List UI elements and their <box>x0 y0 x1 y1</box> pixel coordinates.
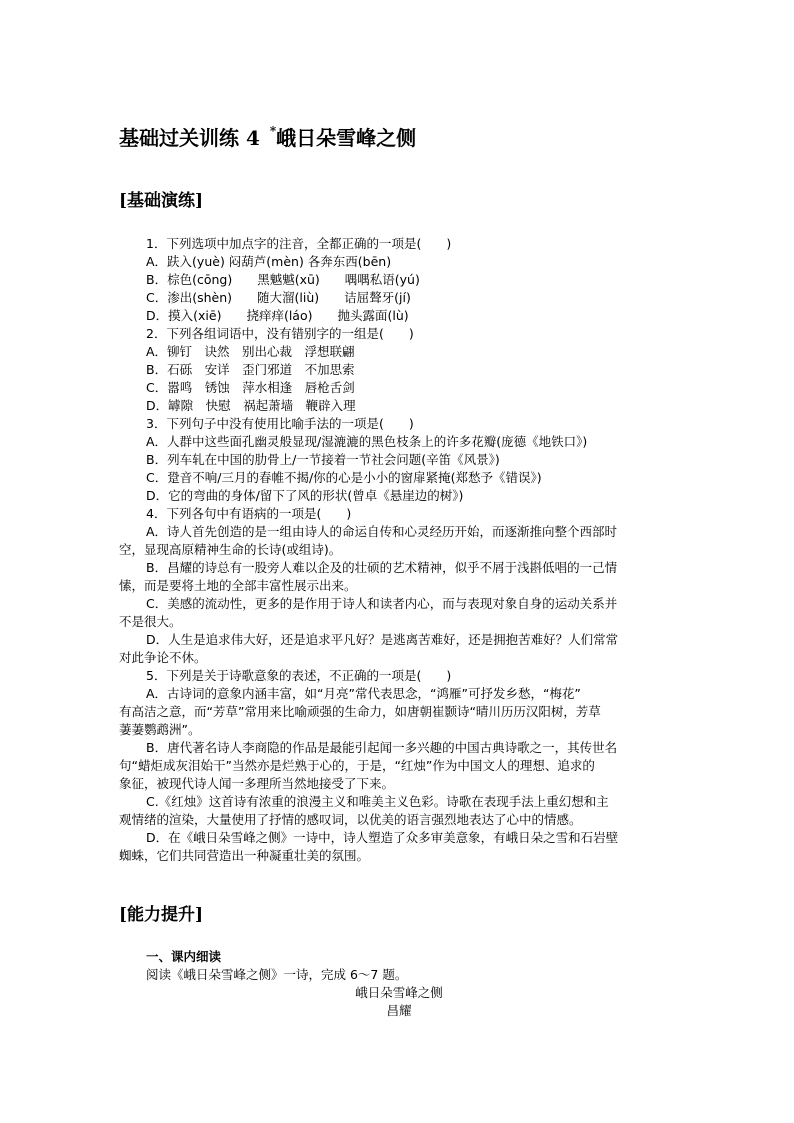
part1-heading: 一、课内细读 <box>146 949 222 964</box>
part1-instruction: 阅读《峨日朵雪峰之侧》一诗，完成 6～7 题。 <box>146 967 408 982</box>
q5-option-b-line3: 象征，被现代诗人闻一多理所当然地接受了下来。 <box>119 776 395 791</box>
q5-option-c-line1: C.《红烛》这首诗有浓重的浪漫主义和唯美主义色彩。诗歌在表现手法上重幻想和主 <box>146 794 609 809</box>
q5-option-a-line1: A．古诗词的意象内涵丰富，如“月亮”常代表思念，“鸿雁”可抒发乡愁，“梅花” <box>146 686 581 701</box>
q1-option-d: D．摸入(xiē) 挠痒痒(láo) 抛头露面(lù) <box>146 308 409 323</box>
title-sub: 峨日朵雪峰之侧 <box>276 126 417 150</box>
poem-title: 峨日朵雪峰之侧 <box>355 985 443 1000</box>
q2-stem: 2．下列各组词语中，没有错别字的一组是( ) <box>146 326 414 341</box>
poem-author: 昌耀 <box>386 1003 412 1018</box>
q5-option-d-line1: D．在《峨日朵雪峰之侧》一诗中，诗人塑造了众多审美意象，有峨日朵之雪和石岩壁 <box>146 830 619 845</box>
q3-stem: 3．下列句子中没有使用比喻手法的一项是( ) <box>146 416 414 431</box>
q1-stem: 1．下列选项中加点字的注音，全都正确的一项是( ) <box>146 236 452 251</box>
q5-option-c-line2: 观情绪的渲染，大量使用了抒情的感叹词，以优美的语言强烈地表达了心中的情感。 <box>119 812 582 827</box>
q4-option-b-line2: 愫，而是要将土地的全部丰富性展示出来。 <box>119 578 357 593</box>
q1-option-a: A．趺入(yuè) 闷葫芦(mèn) 各奔东西(bēn) <box>146 254 392 269</box>
q5-option-d-line2: 蜘蛛，它们共同营造出一种凝重壮美的氛围。 <box>119 848 370 863</box>
section-heading-basic: [基础演练] <box>119 191 204 211</box>
q4-option-c-line1: C．美感的流动性，更多的是作用于诗人和读者内心，而与表现对象自身的运动关系并 <box>146 596 618 611</box>
q3-option-d: D．它的弯曲的身体/留下了风的形状(曾卓《悬崖边的树》) <box>146 488 464 503</box>
title-star: * <box>269 124 277 138</box>
q5-option-b-line2: 句“蜡炬成灰泪始干”当然亦是烂熟于心的，于是，“红烛”作为中国文人的理想、追求的 <box>119 758 595 773</box>
q1-option-c: C．渗出(shèn) 随大溜(liù) 诘屈聱牙(jí) <box>146 290 411 305</box>
q5-option-b-line1: B．唐代著名诗人李商隐的作品是最能引起闻一多兴趣的中国古典诗歌之一，其传世名 <box>146 740 618 755</box>
page-title <box>119 122 416 151</box>
q3-option-c: C．跫音不响/三月的春帷不揭/你的心是小小的窗扉紧掩(郑愁予《错误》) <box>146 470 542 485</box>
q5-stem: 5．下列是关于诗歌意象的表述，不正确的一项是( ) <box>146 668 452 683</box>
q4-option-a-line1: A．诗人首先创造的是一组由诗人的命运自传和心灵经历开始，而逐渐推向整个西部时 <box>146 524 618 539</box>
q4-option-a-line2: 空，显现高原精神生命的长诗(或组诗)。 <box>119 542 342 557</box>
q1-option-b: B．棕色(cōng) 黑魆魆(xū) 喁喁私语(yú) <box>146 272 420 287</box>
questions-block <box>119 235 679 865</box>
q2-option-b: B．石砾 安详 歪门邪道 不加思索 <box>146 362 355 377</box>
q4-stem: 4．下列各句中有语病的一项是( ) <box>146 506 352 521</box>
q4-option-b-line1: B．昌耀的诗总有一股旁人难以企及的壮硕的艺术精神，似乎不屑于浅斟低唱的一己情 <box>146 560 618 575</box>
q4-option-d-line1: D．人生是追求伟大好，还是追求平凡好？是逃离苦难好，还是拥抱苦难好？人们常常 <box>146 632 619 647</box>
q5-option-a-line2: 有高洁之意，而“芳草”常用来比喻顽强的生命力，如唐朝崔颢诗“晴川历历汉阳树，芳草 <box>119 704 601 719</box>
q3-option-a: A．人群中这些面孔幽灵般显现/湿漉漉的黑色枝条上的许多花瓣(庞德《地铁口》) <box>146 434 588 449</box>
q4-option-c-line2: 不是很大。 <box>119 614 182 629</box>
title-main: 基础过关训练 4 <box>119 126 260 150</box>
section-heading-ability: [能力提升] <box>119 905 204 925</box>
reading-part <box>119 948 679 1020</box>
q2-option-d: D．罅隙 快慰 祸起萧墙 鞭辟入理 <box>146 398 356 413</box>
q5-option-a-line3: 萋萋鹦鹉洲”。 <box>119 722 201 737</box>
q3-option-b: B．列车轧在中国的肋骨上/一节接着一节社会问题(辛笛《风景》) <box>146 452 500 467</box>
q2-option-c: C．嚣鸣 锈蚀 萍水相逢 唇枪舌剑 <box>146 380 355 395</box>
q2-option-a: A．铆钉 诀然 别出心裁 浮想联翩 <box>146 344 355 359</box>
q4-option-d-line2: 对此争论不休。 <box>119 650 207 665</box>
